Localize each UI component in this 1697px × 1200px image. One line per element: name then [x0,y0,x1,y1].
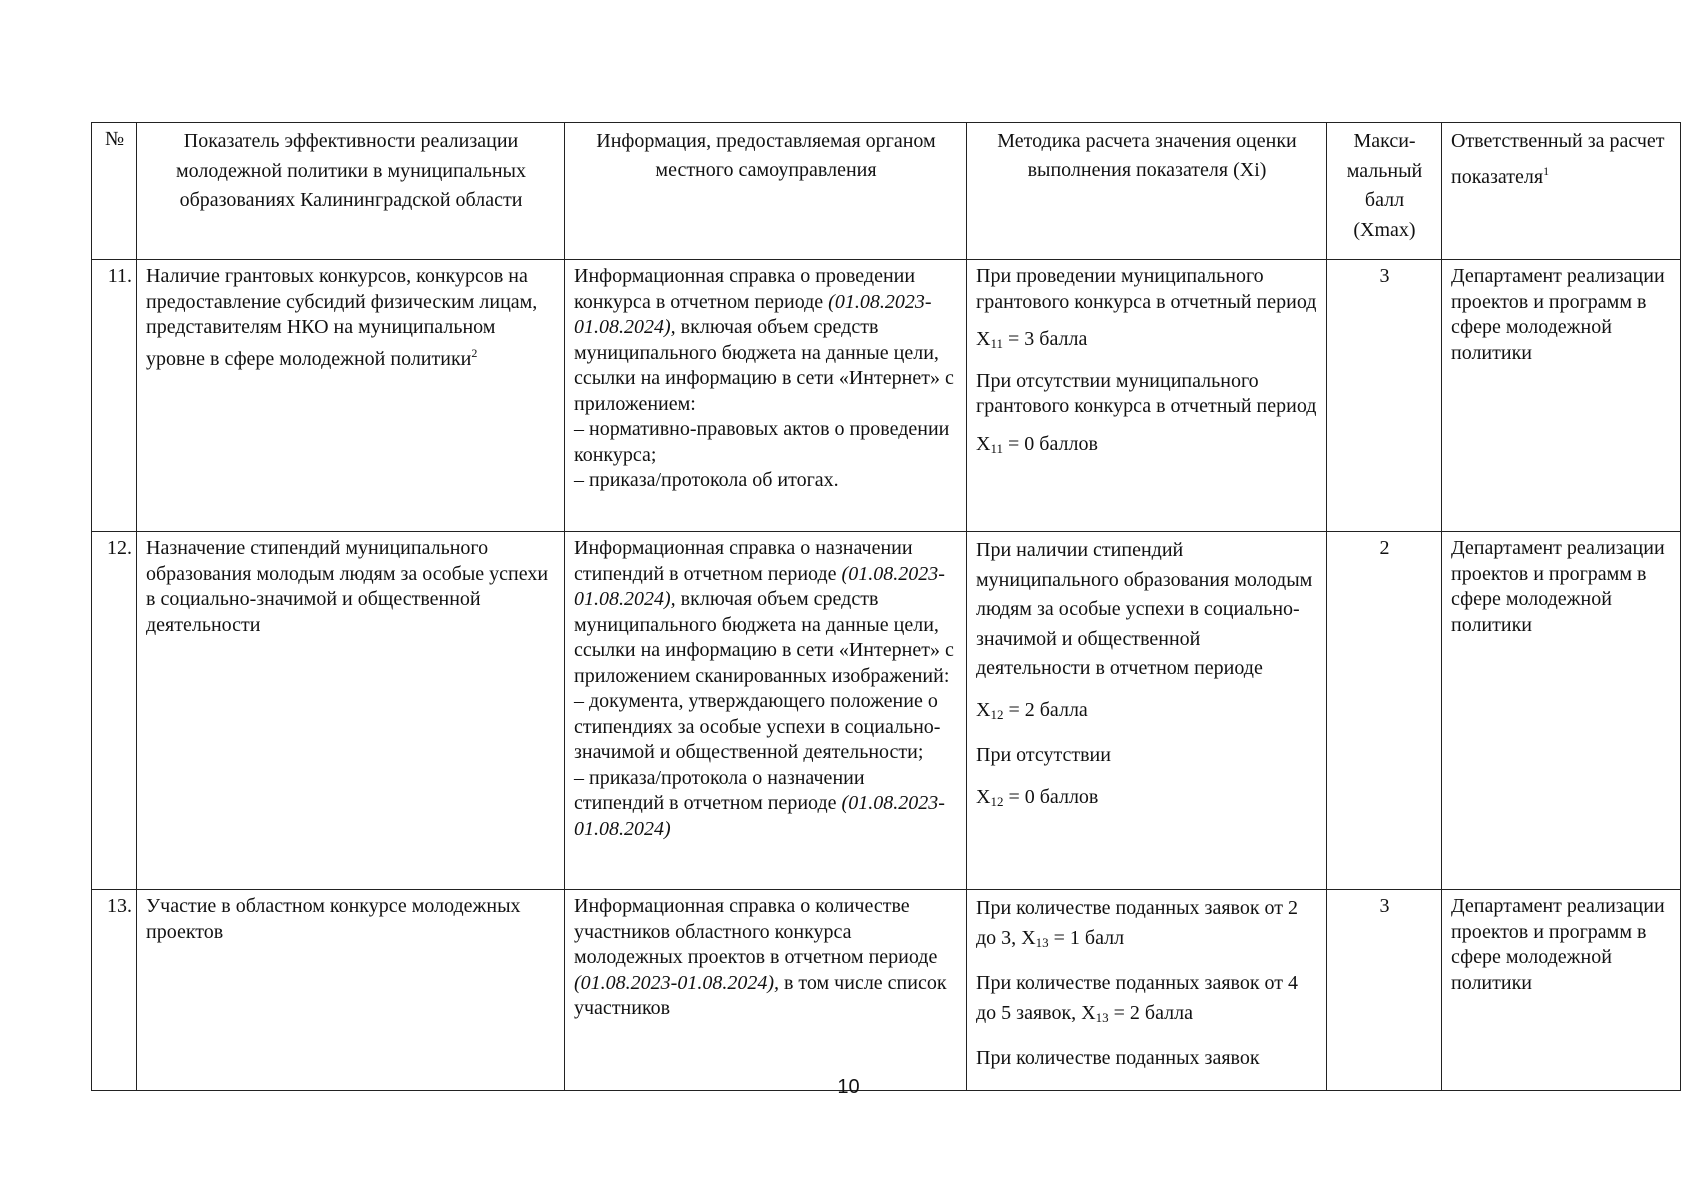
formula: $Х_{11} = 3$ балла [976,328,1088,351]
header-indicator: Показатель эффективности реализации молодежной политики в муниципальных образованиях Калининградской области [137,123,565,260]
max-score-cell: 2 [1327,532,1442,890]
page-number: 10 [837,1076,860,1098]
footnote-ref: 1 [1543,163,1550,178]
formula: При количестве поданных заявок от 4 до 5 заявок, $Х_{13} = 2$ балла [976,972,1299,1025]
header-num: № [92,123,137,260]
responsible-cell: Департамент реализации проектов и программ в сфере молодежной политики [1442,532,1681,890]
indicator-cell: Назначение стипендий муниципального образования молодым людям за особые успехи в социально-значимой и общественной деятельности [137,532,565,890]
table-row [92,260,1681,532]
indicator-cell: Участие в областном конкурсе молодежных проектов [137,890,565,1091]
criteria-table [91,122,1681,1091]
method-cell: При наличии стипендий муниципального образования молодым людям за особые успехи в социально-значимой и общественной деятельности в отчетном периоде $Х_{12} = 2$ балла При отсутствии $Х_{12} = 0$ баллов [967,532,1327,890]
table-row [92,532,1681,890]
formula: $Х_{12} = 0$ баллов [976,785,1099,809]
table-row [92,890,1681,1091]
responsible-cell: Департамент реализации проектов и программ в сфере молодежной политики [1442,890,1681,1091]
header-responsible: Ответственный за расчет показателя$^1$ [1442,123,1681,260]
info-cell: Информационная справка о проведении конкурса в отчетном периоде (01.08.2023-01.08.2024), включая объем средств муниципального бюджета на данные цели, ссылки на информацию в сети «Интернет» с приложением: – нормативно-правовых актов о проведении конкурса; – приказа/протокола об итогах. [565,260,967,532]
formula: $Х_{11} = 0$ баллов [976,432,1098,456]
header-max: Макси- мальный балл (Xmax) [1327,123,1442,260]
method-cell: При количестве поданных заявок от 2 до 3, $Х_{13} = 1$ балл При количестве поданных заявок от 4 до 5 заявок, $Х_{13} = 2$ балла При количестве поданных заявок [967,890,1327,1091]
row-number: 13. [92,890,137,1091]
footnote-ref: 2 [471,345,478,360]
method-cell: При проведении муниципального грантового конкурса в отчетный период $Х_{11} = 3$ балла При отсутствии муниципального грантового конкурса в отчетный период $Х_{11} = 0$ баллов [967,260,1327,532]
header-method: Методика расчета значения оценки выполнения показателя (Xi) [967,123,1327,260]
row-number: 11. [92,260,137,532]
formula: $Х_{12} = 2$ балла [976,698,1088,722]
info-cell: Информационная справка о назначении стипендий в отчетном периоде (01.08.2023-01.08.2024), включая объем средств муниципального бюджета на данные цели, ссылки на информацию в сети «Интернет» с приложением сканированных изображений: – документа, утверждающего положение о стипендиях за особые успехи в социально-значимой и общественной деятельности; – приказа/протокола о назначении стипендий в отчетном периоде (01.08.2023-01.08.2024) [565,532,967,890]
table-header-row [92,123,1681,260]
max-score-cell: 3 [1327,260,1442,532]
info-cell: Информационная справка о количестве участников областного конкурса молодежных проектов в отчетном периоде (01.08.2023-01.08.2024), в том числе список участников [565,890,967,1091]
indicator-cell: Наличие грантовых конкурсов, конкурсов на предоставление субсидий физическим лицам, представителям НКО на муниципальном уровне в сфере молодежной политики$^2$ [137,260,565,532]
header-info: Информация, предоставляемая органом местного самоуправления [565,123,967,260]
formula: При количестве поданных заявок от 2 до 3, $Х_{13} = 1$ балл [976,897,1299,950]
responsible-cell: Департамент реализации проектов и программ в сфере молодежной политики [1442,260,1681,532]
max-score-cell: 3 [1327,890,1442,1091]
row-number: 12. [92,532,137,890]
